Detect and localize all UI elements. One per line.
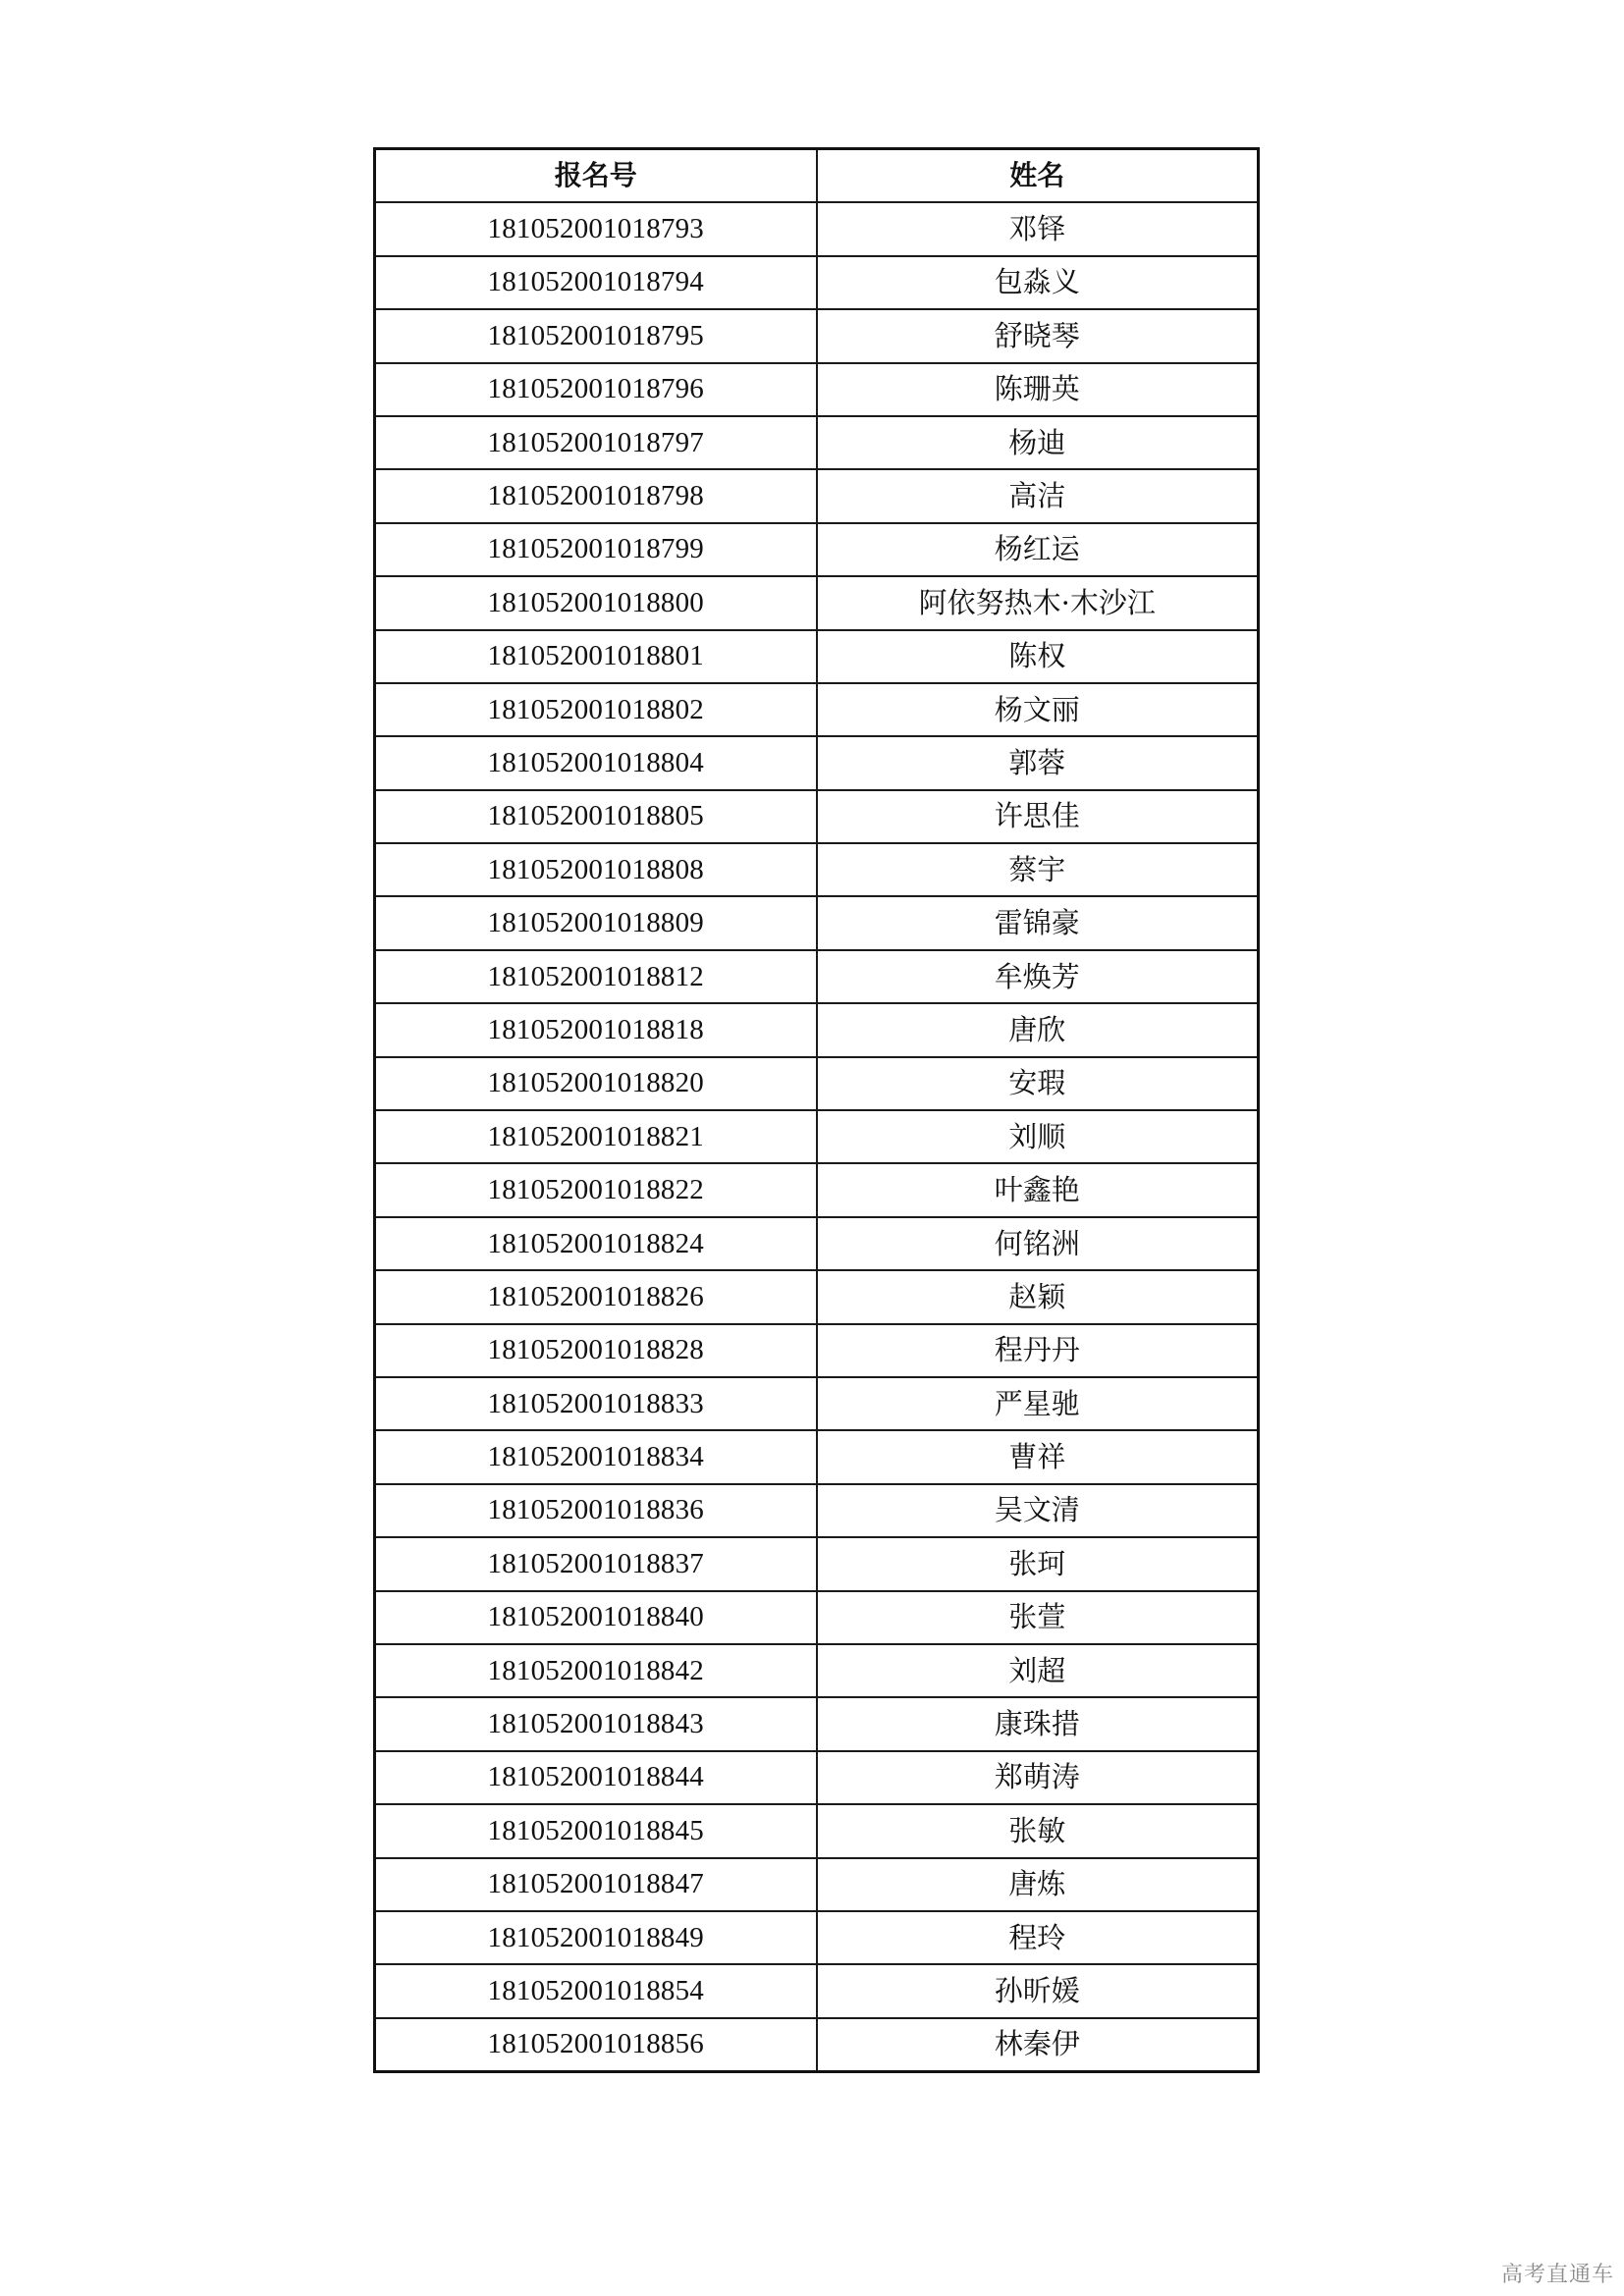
registration-number-cell: 181052001018834 — [375, 1430, 817, 1483]
name-cell: 蔡宇 — [817, 843, 1259, 896]
name-cell: 叶鑫艳 — [817, 1163, 1259, 1216]
table-row — [375, 1804, 1259, 1857]
registration-number-cell: 181052001018836 — [375, 1484, 817, 1537]
table-row — [375, 896, 1259, 949]
name-cell: 郑萌涛 — [817, 1751, 1259, 1804]
table-row — [375, 1324, 1259, 1377]
name-cell: 杨红运 — [817, 523, 1259, 576]
registration-number-cell: 181052001018812 — [375, 950, 817, 1003]
table-row — [375, 1217, 1259, 1270]
registration-number-cell: 181052001018799 — [375, 523, 817, 576]
name-cell: 曹祥 — [817, 1430, 1259, 1483]
name-cell: 雷锦豪 — [817, 896, 1259, 949]
registration-number-cell: 181052001018842 — [375, 1644, 817, 1697]
registration-number-cell: 181052001018818 — [375, 1003, 817, 1056]
name-cell: 林秦伊 — [817, 2018, 1259, 2072]
registration-number-cell: 181052001018833 — [375, 1377, 817, 1430]
watermark-text: 高考直通车 — [1500, 2263, 1614, 2287]
name-cell: 杨迪 — [817, 416, 1259, 469]
table-row — [375, 576, 1259, 629]
name-cell: 包淼义 — [817, 256, 1259, 309]
registration-number-cell: 181052001018808 — [375, 843, 817, 896]
registration-number-cell: 181052001018843 — [375, 1697, 817, 1750]
table-row — [375, 1430, 1259, 1483]
table-row — [375, 1110, 1259, 1163]
name-cell: 孙昕媛 — [817, 1964, 1259, 2017]
column-header-name: 姓名 — [817, 149, 1259, 203]
name-cell: 杨文丽 — [817, 683, 1259, 736]
registration-number-cell: 181052001018809 — [375, 896, 817, 949]
registration-table — [373, 147, 1260, 2073]
name-cell: 赵颖 — [817, 1270, 1259, 1323]
table-row — [375, 630, 1259, 683]
table-row — [375, 1484, 1259, 1537]
table-row — [375, 2018, 1259, 2072]
name-cell: 阿依努热木·木沙江 — [817, 576, 1259, 629]
table-row — [375, 1591, 1259, 1644]
registration-number-cell: 181052001018795 — [375, 309, 817, 362]
table-header-row — [375, 149, 1259, 203]
name-cell: 刘顺 — [817, 1110, 1259, 1163]
registration-number-cell: 181052001018824 — [375, 1217, 817, 1270]
table-body — [375, 202, 1259, 2071]
registration-number-cell: 181052001018840 — [375, 1591, 817, 1644]
name-cell: 郭蓉 — [817, 736, 1259, 789]
registration-number-cell: 181052001018793 — [375, 202, 817, 255]
table-row — [375, 363, 1259, 416]
table-row — [375, 950, 1259, 1003]
name-cell: 张珂 — [817, 1537, 1259, 1590]
table-row — [375, 1270, 1259, 1323]
table-row — [375, 309, 1259, 362]
name-cell: 高洁 — [817, 469, 1259, 522]
registration-number-cell: 181052001018794 — [375, 256, 817, 309]
name-cell: 张敏 — [817, 1804, 1259, 1857]
table-row — [375, 1057, 1259, 1110]
table-row — [375, 1964, 1259, 2017]
table-row — [375, 1858, 1259, 1911]
column-header-registration-number: 报名号 — [375, 149, 817, 203]
name-cell: 陈权 — [817, 630, 1259, 683]
table-row — [375, 1163, 1259, 1216]
name-cell: 程丹丹 — [817, 1324, 1259, 1377]
name-cell: 安瑕 — [817, 1057, 1259, 1110]
registration-number-cell: 181052001018826 — [375, 1270, 817, 1323]
registration-number-cell: 181052001018797 — [375, 416, 817, 469]
table-row — [375, 843, 1259, 896]
registration-number-cell: 181052001018820 — [375, 1057, 817, 1110]
table-row — [375, 736, 1259, 789]
registration-number-cell: 181052001018828 — [375, 1324, 817, 1377]
table-row — [375, 256, 1259, 309]
registration-number-cell: 181052001018844 — [375, 1751, 817, 1804]
name-cell: 舒晓琴 — [817, 309, 1259, 362]
name-cell: 何铭洲 — [817, 1217, 1259, 1270]
name-cell: 张萱 — [817, 1591, 1259, 1644]
registration-number-cell: 181052001018849 — [375, 1911, 817, 1964]
name-cell: 陈珊英 — [817, 363, 1259, 416]
table-row — [375, 1644, 1259, 1697]
table-row — [375, 683, 1259, 736]
name-cell: 唐炼 — [817, 1858, 1259, 1911]
registration-number-cell: 181052001018801 — [375, 630, 817, 683]
table-row — [375, 1377, 1259, 1430]
name-cell: 康珠措 — [817, 1697, 1259, 1750]
name-cell: 刘超 — [817, 1644, 1259, 1697]
name-cell: 唐欣 — [817, 1003, 1259, 1056]
name-cell: 严星驰 — [817, 1377, 1259, 1430]
table-row — [375, 1911, 1259, 1964]
name-cell: 牟焕芳 — [817, 950, 1259, 1003]
registration-number-cell: 181052001018804 — [375, 736, 817, 789]
table-row — [375, 790, 1259, 843]
registration-number-cell: 181052001018821 — [375, 1110, 817, 1163]
name-cell: 许思佳 — [817, 790, 1259, 843]
name-cell: 吴文清 — [817, 1484, 1259, 1537]
name-cell: 程玲 — [817, 1911, 1259, 1964]
registration-number-cell: 181052001018822 — [375, 1163, 817, 1216]
table-row — [375, 1697, 1259, 1750]
table-row — [375, 416, 1259, 469]
registration-number-cell: 181052001018847 — [375, 1858, 817, 1911]
table-row — [375, 1003, 1259, 1056]
registration-number-cell: 181052001018854 — [375, 1964, 817, 2017]
name-cell: 邓铎 — [817, 202, 1259, 255]
table-row — [375, 469, 1259, 522]
registration-number-cell: 181052001018805 — [375, 790, 817, 843]
registration-number-cell: 181052001018856 — [375, 2018, 817, 2072]
registration-number-cell: 181052001018837 — [375, 1537, 817, 1590]
registration-number-cell: 181052001018796 — [375, 363, 817, 416]
table-row — [375, 1537, 1259, 1590]
registration-number-cell: 181052001018798 — [375, 469, 817, 522]
table-row — [375, 202, 1259, 255]
registration-number-cell: 181052001018845 — [375, 1804, 817, 1857]
table-row — [375, 523, 1259, 576]
registration-number-cell: 181052001018800 — [375, 576, 817, 629]
table-row — [375, 1751, 1259, 1804]
registration-number-cell: 181052001018802 — [375, 683, 817, 736]
